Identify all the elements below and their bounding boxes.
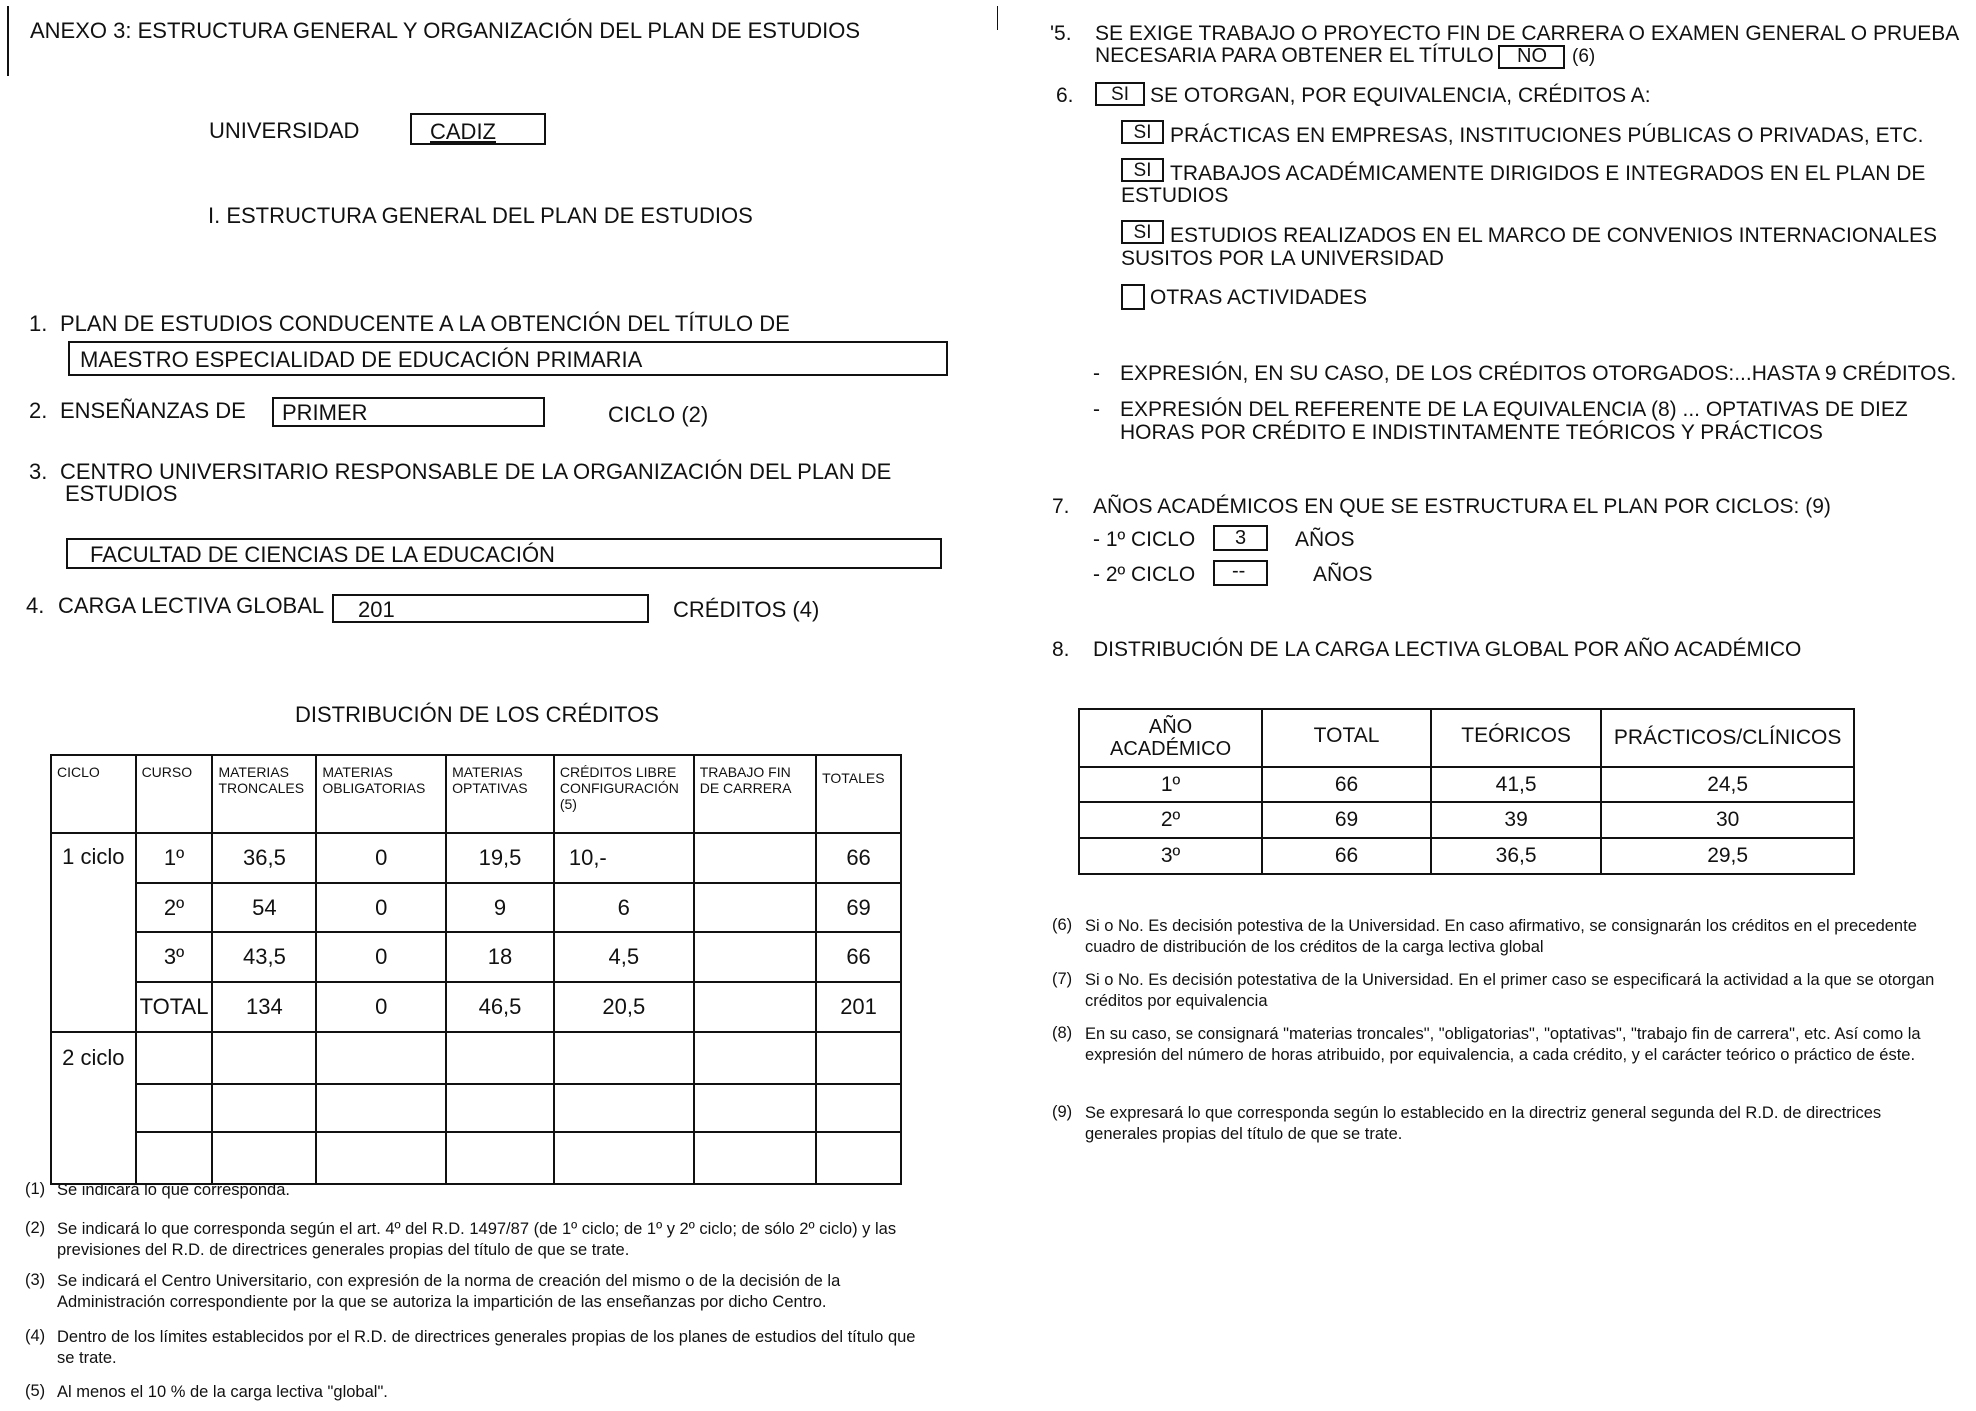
item-7-number: 7. [1052,495,1070,518]
table-cell: 1º [1079,767,1262,802]
item-2-number: 2. [29,398,48,423]
cycle-2-cell: 2 ciclo [51,1032,136,1184]
item-5-suffix: (6) [1572,46,1596,67]
table-cell: 134 [212,982,316,1032]
item-6-label: SE OTORGAN, POR EQUIVALENCIA, CRÉDITOS A: [1150,84,1651,107]
table-cell: 36,5 [212,833,316,883]
internships-label: PRÁCTICAS EN EMPRESAS, INSTITUCIONES PÚBLICAS O PRIVADAS, ETC. [1170,124,1924,147]
table-cell: 20,5 [554,982,694,1032]
item-4-label: CARGA LECTIVA GLOBAL [58,593,325,618]
table-cell: 4,5 [554,932,694,982]
table-cell: 2º [136,883,213,932]
item-3-label-line2: ESTUDIOS [65,481,178,506]
table-cell: 9 [446,883,554,932]
university-label: UNIVERSIDAD [209,118,360,143]
university-value: CADIZ [430,119,496,144]
table-cell: 41,5 [1431,767,1601,802]
item-7-label: AÑOS ACADÉMICOS EN QUE SE ESTRUCTURA EL PLAN POR CICLOS: (9) [1093,495,1831,518]
table-cell: 3º [1079,838,1262,874]
footnote-text: Si o No. Es decisión potestativa de la Universidad. En el primer caso se especificará la actividad a la que se otorgan créditos por equivalencia [1085,971,1935,1010]
cycle-2-years-value: -- [1232,560,1246,582]
dash-bullet: - [1093,362,1100,385]
table-cell: 3º [136,932,213,982]
header-optativas: MATERIAS OPTATIVAS [446,755,554,833]
item-5-line1: SE EXIGE TRABAJO O PROYECTO FIN DE CARRERA O EXAMEN GENERAL O PRUEBA [1095,22,1960,45]
table-cell: 0 [316,883,446,932]
equivalence-reference-line1: EXPRESIÓN DEL REFERENTE DE LA EQUIVALENCIA (8) ... OPTATIVAS DE DIEZ [1120,398,1908,421]
footnote-text: Se expresará lo que corresponda según lo establecido en la directriz general segunda del R.D. de directrices generales propias del título de que se trate. [1085,1104,1882,1143]
footnote-text: Se indicará lo que corresponda. [57,1181,290,1199]
university-field[interactable] [410,113,546,145]
table-cell: 43,5 [212,932,316,982]
header-curso: CURSO [136,755,213,833]
credit-load-field[interactable] [332,594,649,623]
header-troncales: MATERIAS TRONCALES [212,755,316,833]
footnote-number: (3) [25,1271,46,1289]
footnote-number: (9) [1052,1103,1073,1121]
item-2-label: ENSEÑANZAS DE [60,398,246,423]
footnote-number: (4) [25,1327,46,1345]
cycle-2-years-unit: AÑOS [1313,563,1373,586]
header-total: TOTAL [1262,709,1431,767]
table-cell: 69 [1262,802,1431,838]
table-cell: 66 [1262,767,1431,802]
table-row [51,932,901,982]
international-agreements-label-line2: SUSITOS POR LA UNIVERSIDAD [1121,247,1444,270]
item-4-suffix: CRÉDITOS (4) [673,597,820,622]
footnote-text: Dentro de los límites establecidos por el R.D. de directrices generales propias de los planes de estudios del título que se trate. [57,1328,916,1367]
table-cell: 0 [316,932,446,982]
table-cell: 19,5 [446,833,554,883]
table-cell [694,982,816,1032]
table-cell: 39 [1431,802,1601,838]
scan-fold-mark [997,6,998,30]
table-cell: 30 [1601,802,1854,838]
table-row [1079,767,1854,802]
cycle-1-years-field[interactable] [1213,525,1268,551]
header-teoricos: TEÓRICOS [1431,709,1601,767]
table-cell: 29,5 [1601,838,1854,874]
table-row [1079,802,1854,838]
table-cell: 201 [816,982,901,1032]
header-libre-configuracion: CRÉDITOS LIBRE CONFIGURACIÓN (5) [554,755,694,833]
item-3-label-line1: CENTRO UNIVERSITARIO RESPONSABLE DE LA ORGANIZACIÓN DEL PLAN DE [60,459,892,484]
footnote-text: En su caso, se consignará "materias troncales", "obligatorias", "optativas", "trabajo fin de carrera", etc. Así como la expresión del número de horas atribuido, por equivalencia, a cada crédito, y el carácter teórico o práctico de éste. [1085,1025,1921,1064]
section-title: I. ESTRUCTURA GENERAL DEL PLAN DE ESTUDIOS [208,203,753,228]
header-ano-academico: AÑO ACADÉMICO [1079,709,1262,767]
table-row [51,1132,901,1184]
degree-title-field[interactable] [68,341,948,376]
cycle-2-years-label: - 2º CICLO [1093,563,1196,586]
cycle-value: PRIMER [282,400,368,425]
table-row [51,833,901,883]
footnote-number: (7) [1052,970,1073,988]
item-1-label: PLAN DE ESTUDIOS CONDUCENTE A LA OBTENCIÓN DEL TÍTULO DE [60,311,790,336]
cycle-1-years-value: 3 [1235,527,1247,549]
year-distribution-table [1078,708,1855,875]
table-cell: 66 [816,932,901,982]
header-practicos-clinicos: PRÁCTICOS/CLÍNICOS [1601,709,1854,767]
item-5-line2: NECESARIA PARA OBTENER EL TÍTULO [1095,44,1494,67]
item-5-number: '5. [1050,22,1072,45]
internships-checkbox[interactable]: SI [1121,120,1164,144]
table-row [1079,838,1854,874]
footnote-number: (5) [25,1382,46,1400]
other-activities-checkbox[interactable] [1121,284,1145,310]
footnote-number: (6) [1052,916,1073,934]
international-agreements-checkbox[interactable]: SI [1121,220,1164,244]
header-obligatorias: MATERIAS OBLIGATORIAS [316,755,446,833]
center-field[interactable] [66,538,942,569]
scan-margin-mark [7,6,9,76]
item-8-label: DISTRIBUCIÓN DE LA CARGA LECTIVA GLOBAL POR AÑO ACADÉMICO [1093,638,1802,661]
table-row-total [51,982,901,1032]
item-6-number: 6. [1056,84,1074,107]
table-cell: TOTAL [136,982,213,1032]
table-row [51,1084,901,1132]
item-8-number: 8. [1052,638,1070,661]
table-cell: 2º [1079,802,1262,838]
table-cell: 0 [316,833,446,883]
header-totales: TOTALES [816,755,901,833]
table-cell: 66 [1262,838,1431,874]
table-cell: 46,5 [446,982,554,1032]
footnote-number: (8) [1052,1024,1073,1042]
annex-title: ANEXO 3: ESTRUCTURA GENERAL Y ORGANIZACIÓN DEL PLAN DE ESTUDIOS [30,18,861,43]
table-row [51,1032,901,1084]
center-value: FACULTAD DE CIENCIAS DE LA EDUCACIÓN [90,542,555,567]
table-cell [694,883,816,932]
credits-granted-expression: EXPRESIÓN, EN SU CASO, DE LOS CRÉDITOS OTORGADOS:...HASTA 9 CRÉDITOS. [1120,362,1957,385]
item-2-suffix: CICLO (2) [608,402,709,427]
footnote-text: Si o No. Es decisión potestiva de la Universidad. En caso afirmativo, se consignarán los créditos en el precedente cuadro de distribución de los créditos de la carga lectiva global [1085,917,1917,956]
footnote-number: (2) [25,1219,46,1237]
table-cell [694,833,816,883]
header-trabajo-fin: TRABAJO FIN DE CARRERA [694,755,816,833]
cycle-1-years-unit: AÑOS [1295,528,1355,551]
table-cell: 6 [554,883,694,932]
table-cell: 36,5 [1431,838,1601,874]
footnote-number: (1) [25,1180,46,1198]
dash-bullet: - [1093,398,1100,421]
table-row [51,883,901,932]
table-cell: 24,5 [1601,767,1854,802]
table-cell: 18 [446,932,554,982]
table-cell: 0 [316,982,446,1032]
table-cell: 54 [212,883,316,932]
cycle-field[interactable] [272,397,545,427]
academic-work-checkbox[interactable]: SI [1121,158,1164,182]
cycle-1-cell: 1 ciclo [51,833,136,1032]
other-activities-label: OTRAS ACTIVIDADES [1150,286,1368,309]
item-3-number: 3. [29,459,48,484]
footnote-text: Se indicará el Centro Universitario, con expresión de la norma de creación del mismo o de la decisión de la Administración correspondiente por la que se autoriza la impartición de las enseñanzas por dicho Centro. [57,1272,841,1311]
cycle-2-years-field[interactable] [1213,560,1268,586]
table-cell: 69 [816,883,901,932]
table-cell [694,932,816,982]
item-4-number: 4. [26,593,45,618]
credit-load-value: 201 [358,597,395,622]
table-cell: 1º [136,833,213,883]
table-cell: 10,- [554,833,694,883]
equivalence-reference-line2: HORAS POR CRÉDITO E INDISTINTAMENTE TEÓRICOS Y PRÁCTICOS [1120,421,1823,444]
header-ciclo: CICLO [51,755,136,833]
degree-title-value: MAESTRO ESPECIALIDAD DE EDUCACIÓN PRIMARIA [80,347,643,372]
academic-work-label-line1: TRABAJOS ACADÉMICAMENTE DIRIGIDOS E INTEGRADOS EN EL PLAN DE [1170,162,1926,185]
table-cell: 66 [816,833,901,883]
international-agreements-label-line1: ESTUDIOS REALIZADOS EN EL MARCO DE CONVENIOS INTERNACIONALES [1170,224,1938,247]
final-project-field[interactable] [1498,45,1565,69]
academic-work-label-line2: ESTUDIOS [1121,184,1229,207]
item-1-number: 1. [29,311,48,336]
final-project-value: NO [1517,45,1547,67]
credits-table-title: DISTRIBUCIÓN DE LOS CRÉDITOS [295,702,659,727]
footnote-text: Se indicará lo que corresponda según el art. 4º del R.D. 1497/87 (de 1º ciclo; de 1º y 2º ciclo; de sólo 2º ciclo) y las previsiones del R.D. de directrices generales propias del título de que se trate. [57,1220,897,1259]
cycle-1-years-label: - 1º CICLO [1093,528,1196,551]
credits-table [50,754,902,1185]
footnote-text: Al menos el 10 % de la carga lectiva "global". [57,1383,388,1401]
equivalence-checkbox[interactable]: SI [1095,82,1145,106]
